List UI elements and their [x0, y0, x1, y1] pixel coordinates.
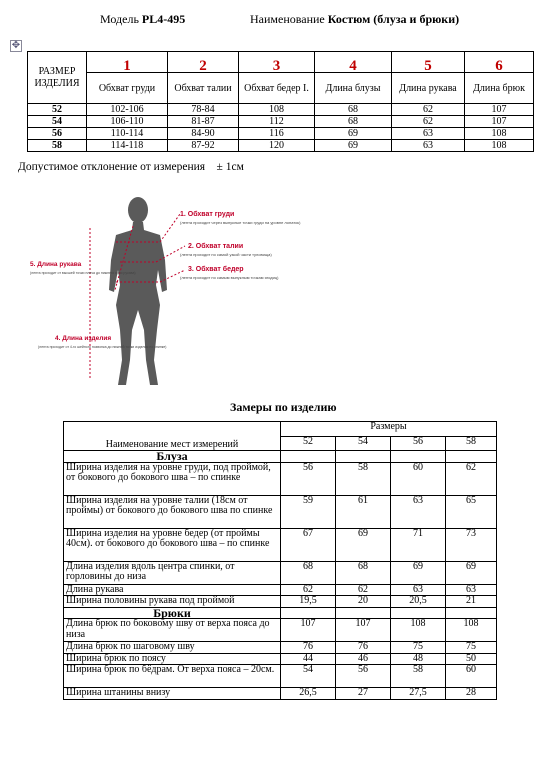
- annotation-chest: 1. Обхват груди: [180, 211, 235, 218]
- table-row: [64, 619, 497, 642]
- value-cell: 102-106: [87, 104, 168, 116]
- value-cell: 68: [315, 116, 392, 128]
- measure-name: Ширина изделия на уровне груди, под проймой, от бокового до бокового шва – по спинке: [64, 462, 281, 495]
- measure-value: 63: [391, 584, 446, 596]
- measure-value: 50: [446, 653, 497, 665]
- value-cell: 106-110: [87, 116, 168, 128]
- table-row: [28, 128, 534, 140]
- measure-value: 65: [446, 495, 497, 528]
- name-value: Костюм (блуза и брюки): [327, 12, 460, 26]
- value-cell: 112: [239, 116, 315, 128]
- measure-value: 75: [391, 642, 446, 654]
- value-cell: 63: [392, 140, 465, 152]
- measure-name: Длина брюк по шаговому шву: [64, 642, 281, 654]
- size-cell: 54: [28, 116, 87, 128]
- value-cell: 116: [239, 128, 315, 140]
- table-row: [64, 596, 497, 608]
- col-number: 1: [87, 52, 168, 73]
- value-cell: 114-118: [87, 140, 168, 152]
- measure-value: 48: [391, 653, 446, 665]
- group-blouse: Блуза: [64, 451, 281, 463]
- measures-title: Замеры по изделию: [230, 400, 337, 414]
- measure-value: 44: [281, 653, 336, 665]
- name-label: Наименование: [250, 12, 328, 26]
- measure-value: 108: [446, 619, 497, 642]
- group-pants: Брюки: [64, 607, 281, 619]
- measure-value: 76: [336, 642, 391, 654]
- measure-value: 28: [446, 688, 497, 700]
- value-cell: 107: [465, 116, 534, 128]
- measure-value: 20,5: [391, 596, 446, 608]
- col-header: Длина рукава: [392, 73, 465, 104]
- size-col-header: 52: [281, 436, 336, 451]
- annotation-waist: 2. Обхват талии: [188, 243, 244, 250]
- model-value: PL4-495: [141, 12, 186, 26]
- size-cell: 52: [28, 104, 87, 116]
- table-move-handle-icon[interactable]: ✥: [11, 40, 21, 51]
- measure-value: 58: [391, 665, 446, 688]
- sizes-header: Размеры: [281, 422, 497, 437]
- table-row: [64, 688, 497, 700]
- col-header: Обхват талии: [168, 73, 239, 104]
- measure-name: Ширина изделия на уровне талии (18см от проймы) от бокового до бокового шва по спинке: [64, 495, 281, 528]
- annotation-waist-note: (лента проходит по самой узкой части туловища): [180, 252, 272, 257]
- measure-name: Длина изделия вдоль центра спинки, от горловины до низа: [64, 561, 281, 584]
- annotation-sleeve-note: (лента проходит от высшей точки плеча до нижнего края рукава): [30, 271, 136, 275]
- measure-value: 56: [281, 462, 336, 495]
- measure-name: Длина брюк по боковому шву от верха пояса до низа: [64, 619, 281, 642]
- value-cell: 110-114: [87, 128, 168, 140]
- col-header: Длина блузы: [315, 73, 392, 104]
- measure-value: 19,5: [281, 596, 336, 608]
- size-col-header: 56: [391, 436, 446, 451]
- measure-value: 62: [336, 584, 391, 596]
- annotation-hips-note: (лента проходит по самым выпуклым точкам ягодиц): [180, 275, 279, 280]
- table-row: [64, 495, 497, 528]
- measure-name: Ширина половины рукава под проймой: [64, 596, 281, 608]
- col-header: Обхват бедер I.: [239, 73, 315, 104]
- table-row: [28, 140, 534, 152]
- annotation-length-note: (лента проходит от 4-го шейного позвонка до нижней точки изделия по спинке): [38, 345, 167, 349]
- value-cell: 68: [315, 104, 392, 116]
- size-col-header: 58: [446, 436, 497, 451]
- product-title: [250, 12, 459, 27]
- measure-name: Ширина изделия на уровне бедер (от проймы 40см). от бокового до бокового шва – по спинке: [64, 528, 281, 561]
- value-cell: 69: [315, 128, 392, 140]
- measure-value: 56: [336, 665, 391, 688]
- size-chart-table: [27, 51, 534, 152]
- value-cell: 63: [392, 128, 465, 140]
- annotation-hips: 3. Обхват бедер: [188, 266, 244, 273]
- table-row: [64, 642, 497, 654]
- value-cell: 108: [465, 128, 534, 140]
- measure-value: 62: [446, 462, 497, 495]
- value-cell: 84-90: [168, 128, 239, 140]
- measure-value: 73: [446, 528, 497, 561]
- measure-value: 59: [281, 495, 336, 528]
- value-cell: 62: [392, 116, 465, 128]
- measure-value: 27: [336, 688, 391, 700]
- value-cell: 69: [315, 140, 392, 152]
- tolerance-text: Допустимое отклонение от измерения: [18, 161, 206, 173]
- model-title: [100, 12, 185, 27]
- value-cell: 120: [239, 140, 315, 152]
- value-cell: 87-92: [168, 140, 239, 152]
- measure-value: 58: [336, 462, 391, 495]
- measure-value: 69: [446, 561, 497, 584]
- measure-value: 76: [281, 642, 336, 654]
- measure-value: 68: [336, 561, 391, 584]
- table-row: [64, 653, 497, 665]
- col-header: Обхват груди: [87, 73, 168, 104]
- measure-value: 63: [446, 584, 497, 596]
- model-label: Модель: [100, 12, 142, 26]
- value-cell: 108: [239, 104, 315, 116]
- measure-value: 60: [391, 462, 446, 495]
- size-col-header: 54: [336, 436, 391, 451]
- annotation-length: 4. Длина изделия: [55, 335, 112, 342]
- table-row: [64, 584, 497, 596]
- measure-value: 75: [446, 642, 497, 654]
- name-header: Наименование мест измерений: [105, 438, 239, 450]
- table-row: [28, 104, 534, 116]
- value-cell: 81-87: [168, 116, 239, 128]
- measure-value: 71: [391, 528, 446, 561]
- measure-name: Ширина брюк по бёдрам. От верха пояса – 20см.: [64, 665, 281, 688]
- measure-value: 46: [336, 653, 391, 665]
- measure-value: 69: [391, 561, 446, 584]
- table-row: [64, 528, 497, 561]
- col-number: 5: [392, 52, 465, 73]
- table-row: [28, 116, 534, 128]
- measure-value: 69: [336, 528, 391, 561]
- value-cell: 62: [392, 104, 465, 116]
- size-cell: 56: [28, 128, 87, 140]
- table-row: [64, 561, 497, 584]
- value-cell: 108: [465, 140, 534, 152]
- size-header-cell: РАЗМЕР ИЗДЕЛИЯ: [28, 52, 87, 104]
- col-number: 3: [239, 52, 315, 73]
- measure-name: Длина рукава: [64, 584, 281, 596]
- col-header: Длина брюк: [465, 73, 534, 104]
- col-number: 2: [168, 52, 239, 73]
- measure-value: 63: [391, 495, 446, 528]
- measure-value: 26,5: [281, 688, 336, 700]
- measure-value: 108: [391, 619, 446, 642]
- value-cell: 78-84: [168, 104, 239, 116]
- annotation-chest-note: (лента проходит через выпуклые точки груди на уровне лопаток): [180, 220, 301, 225]
- measure-name: Ширина штанины внизу: [64, 688, 281, 700]
- value-cell: 107: [465, 104, 534, 116]
- name-header-cell: [64, 422, 281, 451]
- measure-value: 68: [281, 561, 336, 584]
- measure-value: 60: [446, 665, 497, 688]
- measure-value: 54: [281, 665, 336, 688]
- measure-value: 27,5: [391, 688, 446, 700]
- table-row: [64, 462, 497, 495]
- col-number: 4: [315, 52, 392, 73]
- body-silhouette: [109, 197, 167, 385]
- measure-value: 67: [281, 528, 336, 561]
- measure-value: 21: [446, 596, 497, 608]
- size-cell: 58: [28, 140, 87, 152]
- measure-value: 61: [336, 495, 391, 528]
- table-row: [64, 665, 497, 688]
- col-number: 6: [465, 52, 534, 73]
- measure-value: 107: [336, 619, 391, 642]
- measure-value: 62: [281, 584, 336, 596]
- body-measurement-figure: [30, 190, 310, 400]
- measure-name: Ширина брюк по поясу: [64, 653, 281, 665]
- annotation-sleeve: 5. Длина рукава: [30, 261, 82, 268]
- tolerance-value: ± 1см: [216, 161, 244, 173]
- measures-table: [63, 421, 497, 700]
- tolerance-note: [18, 161, 244, 173]
- measure-value: 20: [336, 596, 391, 608]
- measure-value: 107: [281, 619, 336, 642]
